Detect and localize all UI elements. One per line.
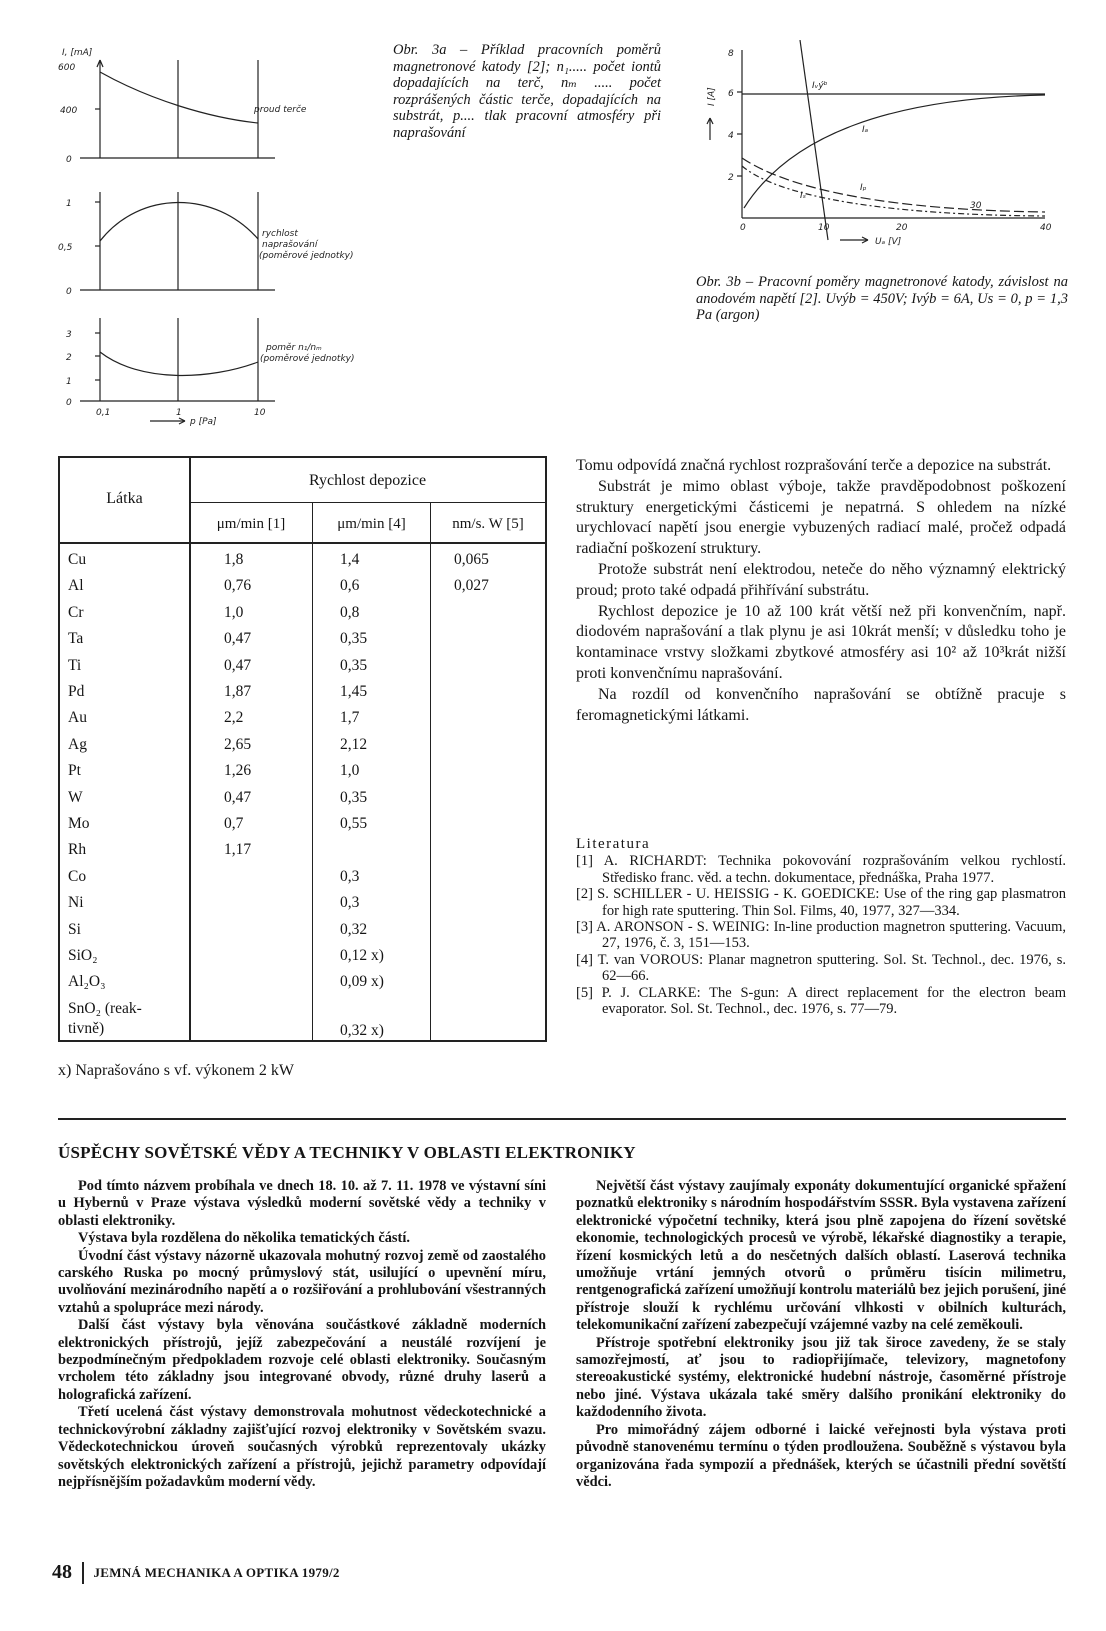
fig3a-p3-tick: 0	[66, 398, 72, 408]
table-cell-rate-1: 2,65	[224, 735, 252, 753]
table-cell-rate-1: 1,17	[224, 841, 252, 859]
reference-item: [5] P. J. CLARKE: The S-gun: A direct replacement for the electron beam evaporator. Sol. St. Technol., dec. 1976, s. 77—79.	[576, 984, 1066, 1018]
fig3a-x-tick: 1	[176, 408, 182, 418]
figure-3b	[700, 40, 1070, 260]
table-cell-rate-1: 0,7	[224, 815, 244, 832]
fig3a-p1-curve-label: proud terče	[254, 105, 307, 115]
fig3a-p2-label: rychlost	[262, 229, 298, 239]
table-cell-substance: W	[68, 788, 83, 806]
table-cell-rate-1: 0,47	[224, 630, 252, 648]
fig3a-p1-tick: 400	[60, 106, 78, 116]
table-cell-rate-3: 0,027	[454, 577, 489, 595]
fig3b-y-tick: 2	[728, 173, 734, 183]
fig3a-p1-tick: 600	[58, 63, 76, 73]
fig3b-x-tick: 40	[1040, 223, 1052, 233]
table-cell-rate-1: 1,87	[224, 683, 252, 700]
table-cell-substance: Pd	[68, 683, 85, 700]
paragraph: Substrát je mimo oblast výboje, takže pravděpodobnost poškození struktury energetickými částicemi je nepatrná. S ohledem na nízké urychlovací napětí jsou energie vybuzených radiací malé, pročež odpadá radiační poškození struktury.	[576, 477, 1066, 558]
fig3b-y-axis-label: I [A]	[707, 87, 717, 106]
table-col2-header: μm/min [4]	[337, 516, 406, 532]
table-cell-substance: Pt	[68, 762, 81, 780]
table-cell-rate-2: 0,3	[340, 894, 360, 912]
paragraph: Výstava byla rozdělena do několika tematických částí.	[78, 1230, 410, 1247]
figure-3a	[40, 40, 380, 435]
table-cell-rate-1: 0,76	[224, 577, 252, 595]
table-cell-substance: Mo	[68, 815, 90, 832]
table-cell-substance: Au	[68, 709, 87, 727]
table-cell-rate-1: 0,47	[224, 656, 252, 674]
table-header-rate: Rychlost depozice	[308, 472, 427, 489]
reference-item: [3] A. ARONSON - S. WEINIG: In-line production magnetron sputtering. Vacuum, 27, 1976, č. 3, 151—153.	[576, 919, 1066, 952]
table-cell-substance: Ag	[68, 735, 87, 753]
fig3b-caption: Obr. 3b – Pracovní poměry magnetronové katody, závislost na anodovém napětí [2]. Uvýb = 450V; Ivýb = 6A, Us = 0, p = 1,3 Pa (argon)	[696, 274, 1068, 323]
table-cell-rate-2: 0,32 x)	[340, 1021, 384, 1039]
table-cell-substance: Al	[68, 577, 84, 595]
table-cell-rate-2: 0,12 x)	[340, 947, 384, 964]
table-cell-rate-2: 0,3	[340, 867, 360, 885]
fig3b-y-tick: 8	[728, 49, 734, 59]
fig3b-y-tick: 4	[728, 131, 734, 141]
table-cell-rate-2: 1,0	[340, 762, 360, 780]
table-header-substance: Látka	[106, 490, 143, 507]
table-col3-header: nm/s. W [5]	[452, 516, 524, 532]
fig3a-p3-tick: 1	[66, 377, 72, 387]
right-text-column	[576, 456, 1066, 726]
fig3a-p2-label: naprašování	[262, 240, 318, 250]
reference-item: [1] A. RICHARDT: Technika pokovování rozprašováním velkou rychlostí. Středisko franc. věd. a techn. dokumentace, přednáška, Praha 1977.	[576, 853, 1066, 886]
fig3a-p3-tick: 2	[66, 353, 72, 363]
table-cell-substance: Al₂O₃	[68, 973, 106, 991]
fig3b-x-tick: 0	[740, 223, 746, 233]
paragraph: Protože substrát není elektrodou, neteče do něho významný elektrický proud; proto také odpadá přihřívání substrátu.	[576, 560, 1066, 599]
paragraph: Přístroje spotřební elektroniky jsou již tak široce zavedeny, že se staly samozřejmostí, ať jsou to radiopřijímače, televizory, magnetofony stereoakustické systémy, elektronické hudební nástroje, časoměrné přístroje nebo jiné. Výstava ukázala také směry dalšího pronikání elektroniky do každodenního života.	[576, 1334, 1066, 1421]
fig3a-p3-tick: 3	[66, 330, 72, 340]
table-cell-rate-2: 1,45	[340, 683, 368, 700]
fig3b-x-tick: 20	[896, 223, 908, 233]
table-cell-substance: Rh	[68, 841, 87, 859]
fig3b-curve-label: Iᵥýᵇ	[812, 81, 828, 91]
journal-name: JEMNÁ MECHANIKA A OPTIKA 1979/2	[93, 1564, 340, 1580]
table-cell-rate-2: 0,35	[340, 788, 368, 806]
table-cell-rate-1: 1,0	[224, 603, 244, 621]
table-col1-header: μm/min [1]	[216, 516, 286, 532]
fig3a-x-tick: 0,1	[96, 408, 111, 418]
table-cell-substance: Ta	[68, 630, 84, 648]
table-cell-rate-2: 2,12	[340, 735, 368, 753]
table-cell-rate-3: 0,065	[454, 551, 489, 568]
reference-item: [4] T. van VOROUS: Planar magnetron sputtering. Sol. St. Technol., dec. 1976, s. 62—66.	[576, 951, 1066, 985]
paragraph: Rychlost depozice je 10 až 100 krát větší než při konvenčním, např. diodovém naprašování a tlak plynu je asi 10krát menší; v důsledku toho je kontaminace vrstvy složkami zbytkové atmosféry asi 10² až 10³krát nižší proti konvenčnímu naprašování.	[576, 602, 1066, 682]
fig3a-p3-label: poměr n₁/nₘ	[266, 343, 322, 353]
table-cell-substance: Cu	[68, 551, 87, 568]
table-cell-substance: Si	[68, 920, 81, 938]
fig3b-curve-label: Iₐ	[862, 125, 869, 135]
table-cell-substance: Ni	[68, 894, 84, 912]
table-footnote: x) Naprašováno s vf. výkonem 2 kW	[58, 1062, 294, 1079]
page-footer	[52, 1561, 340, 1584]
fig3b-y-tick: 6	[728, 89, 734, 99]
paragraph: Tomu odpovídá značná rychlost rozprašování terče a depozice na substrát.	[576, 457, 1052, 474]
fig3a-p2-tick: 1	[66, 199, 72, 209]
fig3b-x-axis-label: Uₐ [V]	[875, 237, 902, 247]
literature	[576, 836, 1066, 1017]
fig3b-curve-label: Iₚ	[860, 183, 867, 193]
table-cell-rate-2: 0,6	[340, 577, 360, 595]
article-right-column	[576, 1178, 1066, 1491]
table-cell-rate-2: 0,35	[340, 630, 368, 648]
deposition-table-box	[58, 456, 547, 1042]
table-cell-substance: Ti	[68, 656, 82, 674]
table-cell-rate-1: 1,8	[224, 551, 244, 568]
article-left-column	[58, 1178, 546, 1491]
table-cell-substance: SnO₂ (reak- tivně)	[68, 999, 142, 1037]
fig3a-p2-label: (poměrové jednotky)	[259, 251, 354, 261]
paragraph: Největší část výstavy zaujímaly exponáty dokumentující organické spřažení poznatků elektroniky s národním hospodářstvím SSSR. Byla vystavena zařízení elektronické výpočetní techniky, která jsou plně zapojena do řízení sovětské ekonomie, technologických procesů ve výrobě, lékařské diagnostiky a terapie, řízení kosmických letů a do nesčetných dalších oblastí. Laserová technika umožňuje vrtání jemných otvorů o průměru tisícin milimetru, rentgenografická zařízení umožňují kontrolu materiálů bez jejich porušení, jiné přístroje slouží k rychlému určování vlhkosti v obilních kulturách, telekomunikační zařízení zabezpečují vzájemné vazby na celé zeměkouli.	[576, 1178, 1066, 1334]
table-cell-rate-2: 0,09 x)	[340, 973, 384, 991]
table-cell-rate-2: 0,55	[340, 815, 368, 832]
table-cell-rate-2: 1,4	[340, 551, 360, 568]
paragraph: Pro mimořádný zájem odborné i laické veřejnosti byla výstava proti původně stanovenému termínu o týden prodloužena. Souběžně s výstavou byla organizována řada sympozií a přednášek, kterých se účastnili přední sovětští vědci.	[576, 1421, 1066, 1490]
fig3a-p1-tick: 0	[66, 155, 72, 165]
table-cell-rate-2: 0,32	[340, 920, 368, 938]
literature-heading: Literatura	[576, 836, 651, 852]
fig3b-x-tick: 10	[818, 223, 830, 233]
paragraph: Úvodní část výstavy názorně ukazovala mohutný rozvoj země od zaostalého carského Ruska po mocný průmyslový stát, usilující o upevnění míru, uvolňování mezinárodního napětí a o rozšiřování a prohlubování všestranných vztahů a spolupráce mezi národy.	[58, 1247, 546, 1316]
page-number: 48	[52, 1561, 72, 1583]
table-cell-substance: SiO₂	[68, 947, 98, 964]
fig3a-x-tick: 10	[254, 408, 266, 418]
fig3a-p2-tick: 0	[66, 287, 72, 297]
table-cell-rate-2: 1,7	[340, 709, 360, 727]
table-cell-substance: Co	[68, 867, 87, 885]
fig3b-curve-label: Iₛ	[800, 191, 807, 201]
fig3b-x-tick: 30	[970, 201, 982, 211]
reference-item: [2] S. SCHILLER - U. HEISSIG - K. GOEDICKE: Use of the ring gap plasmatron for high rate sputtering. Thin Sol. Films, 40, 1977, 327—334.	[576, 886, 1066, 919]
fig3a-x-axis-label: p [Pa]	[190, 417, 217, 427]
fig3a-y-axis-label: I, [mA]	[62, 48, 93, 58]
table-cell-rate-1: 1,26	[224, 762, 252, 780]
table-cell-substance: Cr	[68, 603, 84, 621]
article-rule	[58, 1118, 1066, 1120]
fig3a-p3-label: (poměrové jednotky)	[260, 354, 355, 364]
paragraph: Další část výstavy byla věnována součástkové základně moderních elektronických přístrojů, jejíž zabezpečování a neustálé rozvíjení je bezpodmínečným předpokladem rozvoje celé oblasti elektroniky. Současným vrcholem této základny jsou integrované obvody, různé druhy laserů a holografická zařízení.	[58, 1317, 546, 1403]
fig3a-caption: Obr. 3a – Příklad pracovních poměrů magnetronové katody [2]; n₁..... počet iontů dopadajících na terč, nₘ ..... počet rozprášených částic terče, dopadajících na substrát, p.... tlak pracovní atmosféry při naprašování	[393, 42, 661, 141]
paragraph: Třetí ucelená část výstavy demonstrovala mohutnost vědeckotechnické a technickovýrobní základny zajišťující rozvoj elektroniky v Sovětském svazu. Vědeckotechnickou úroveň současných výrobků reprezentovaly ukázky sovětských elektronických zařízení a přístrojů, jejichž parametry odpovídají nejpřísnějším požadavkům moderní vědy.	[58, 1404, 546, 1490]
fig3a-p2-tick: 0,5	[58, 243, 73, 253]
paragraph: Na rozdíl od konvenčního naprašování se obtížně pracuje s feromagnetickými látkami.	[576, 685, 1066, 724]
table-cell-rate-1: 0,47	[224, 788, 252, 806]
table-cell-rate-1: 2,2	[224, 709, 244, 727]
table-cell-rate-2: 0,35	[340, 656, 368, 674]
paragraph: Pod tímto názvem probíhala ve dnech 18. 10. až 7. 11. 1978 ve výstavní síni u Hybernů v Praze výstava výsledků moderní sovětské vědy a techniky v oblasti elektroniky.	[58, 1178, 546, 1229]
article-title: ÚSPĚCHY SOVĚTSKÉ VĚDY A TECHNIKY V OBLASTI ELEKTRONIKY	[58, 1143, 636, 1162]
table-cell-rate-2: 0,8	[340, 603, 360, 621]
